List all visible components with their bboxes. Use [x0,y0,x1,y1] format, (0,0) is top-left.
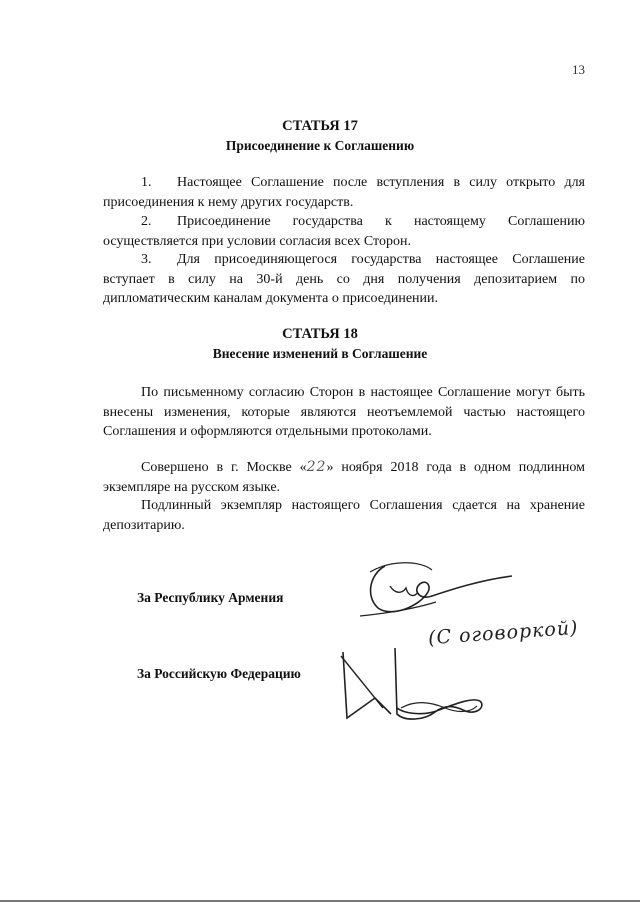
done-in-moscow [103,458,585,497]
article-18-heading [0,325,640,363]
article-17-item-3 [103,250,585,309]
armenia-signature-label: За Республику Армения [137,590,284,605]
article-17-subtitle: Присоединение к Соглашению [225,138,415,153]
item-number: 1. [141,175,152,190]
done-suffix: » ноября 2018 года в одном подлинном экземпляре на русском языке. [103,460,585,495]
article-17-item-1 [103,173,585,212]
handwritten-day: 22 [306,459,327,475]
article-17-heading [0,117,640,155]
article-18-subtitle: Внесение изменений в Соглашение [212,346,428,361]
depositary-text: Подлинный экземпляр настоящего Соглашения сдается на хранение депозитарию. [103,498,585,533]
article-17-item-2 [103,212,585,251]
item-text: Для присоединяющегося государства настоящее Соглашение вступает в силу на 30-й день со дня получения депозитарием по дипломатическим каналам документа о присоединении. [103,252,585,307]
article-18-text [103,383,585,442]
article-18-body: По письменному согласию Сторон в настоящее Соглашение могут быть внесены изменения, которые являются неотъемлемой частью настоящего Соглашения и оформляются отдельными протоколами. [103,385,585,440]
depositary-clause [103,496,585,535]
bottom-edge-line [0,900,640,902]
item-text: Настоящее Соглашение после вступления в силу открыто для присоединения к нему других государств. [103,175,585,210]
russia-signature-label: За Российскую Федерацию [137,666,301,681]
russia-signature [335,648,495,728]
item-text: Присоединение государства к настоящему Соглашению осуществляется при условии согласия всех Сторон. [103,214,585,249]
item-number: 3. [141,252,152,267]
article-17-title: СТАТЬЯ 17 [282,118,358,134]
item-number: 2. [141,214,152,229]
armenia-reservation-note: (С оговоркой) [427,616,580,650]
article-18-title: СТАТЬЯ 18 [282,326,358,342]
page-number: 13 [572,62,585,77]
done-prefix: Совершено в г. Москве « [141,460,307,475]
